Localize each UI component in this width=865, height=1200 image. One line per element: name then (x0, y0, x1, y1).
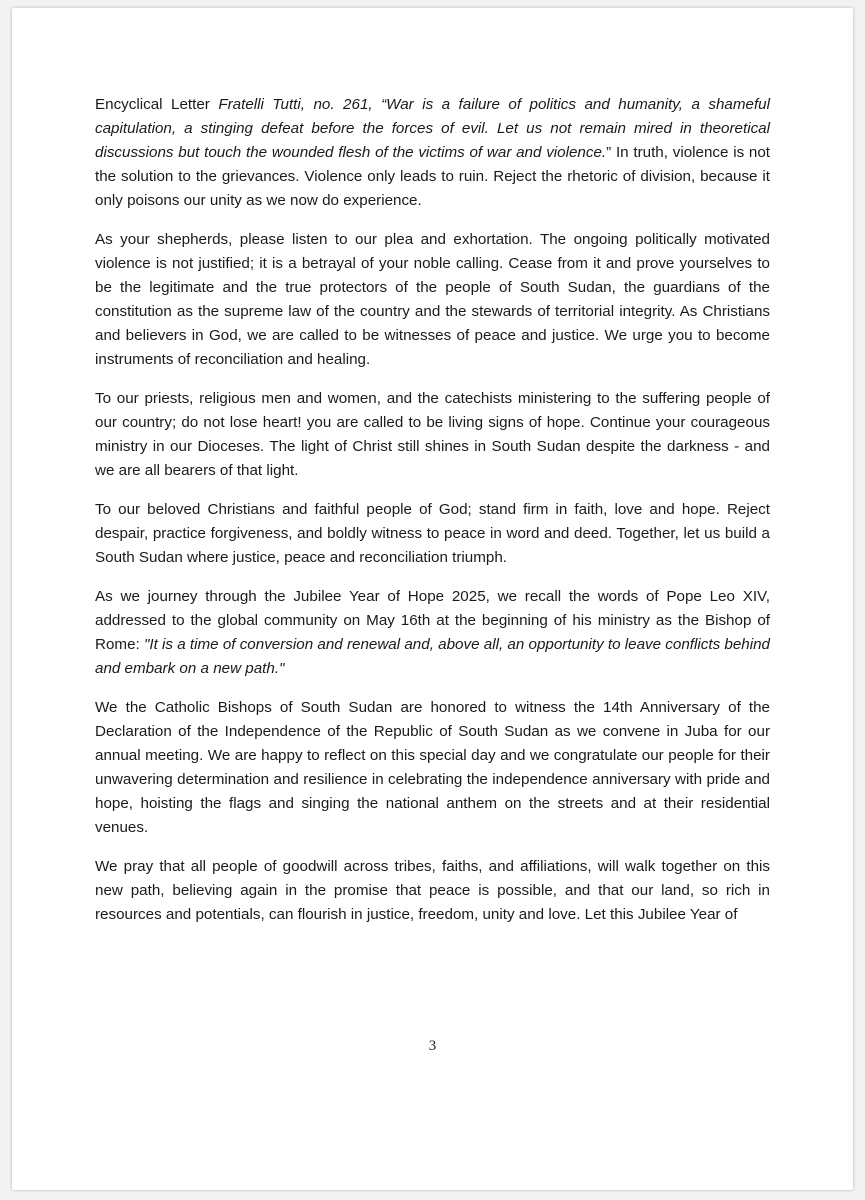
paragraph-faithful: To our beloved Christians and faithful people of God; stand firm in faith, love and hope. Reject despair, practice forgiveness, and boldly witness to peace in word and deed. Together, let us build a South Sudan where justice, peace and reconciliation triumph. (95, 501, 770, 566)
paragraph-priests: To our priests, religious men and women, and the catechists ministering to the suffering people of our country; do not lose heart! you are called to be living signs of hope. Continue your courageous ministry in our Dioceses. The light of Christ still shines in South Sudan despite the darkness - and we are all bearers of that light. (95, 390, 770, 479)
paragraph-jubilee (95, 585, 770, 681)
paragraph-fratelli-tutti (95, 93, 770, 213)
paragraph-text: ” In truth, violence is not the solution to the grievances. Violence only leads to ruin. Reject the rhetoric of division, because it only poisons our unity as we now do experience. (95, 144, 771, 209)
paragraph-text: As we journey through the Jubilee Year of Hope 2025, we recall the words of Pope Leo XIV, addressed to the global community on May 16th at the beginning of his ministry as the Bishop of Rome: (95, 588, 770, 653)
document-body (95, 93, 770, 942)
document-page (12, 8, 853, 1190)
quote-pope-leo: "It is a time of conversion and renewal and, above all, an opportunity to leave conflicts behind and embark on a new path." (95, 636, 771, 677)
quote-fratelli-tutti: Fratelli Tutti, no. 261, “War is a failure of politics and humanity, a shameful capitulation, a stinging defeat before the forces of evil. Let us not remain mired in theoretical discussions but touch the wounded flesh of the victims of war and violence. (95, 96, 771, 161)
paragraph-anniversary: We the Catholic Bishops of South Sudan are honored to witness the 14th Anniversary of the Declaration of the Independence of the Republic of South Sudan as we convene in Juba for our annual meeting. We are happy to reflect on this special day and we congratulate our people for their unwavering determination and resilience in celebrating the independence anniversary with pride and hope, hoisting the flags and singing the national anthem on the streets and at their residential venues. (95, 699, 770, 836)
paragraph-prayer: We pray that all people of goodwill across tribes, faiths, and affiliations, will walk together on this new path, believing again in the promise that peace is possible, and that our land, so rich in resources and potentials, can flourish in justice, freedom, unity and love. Let this Jubilee Year of (95, 858, 770, 923)
paragraph-shepherds-plea: As your shepherds, please listen to our plea and exhortation. The ongoing politically motivated violence is not justified; it is a betrayal of your noble calling. Cease from it and prove yourselves to be the legitimate and the true protectors of the people of South Sudan, the guardians of the constitution as the supreme law of the country and the stewards of territorial integrity. As Christians and believers in God, we are called to be witnesses of peace and justice. We urge you to become instruments of reconciliation and healing. (95, 231, 770, 368)
page-number: 3 (428, 1038, 437, 1054)
paragraph-text: Encyclical Letter (95, 96, 219, 113)
